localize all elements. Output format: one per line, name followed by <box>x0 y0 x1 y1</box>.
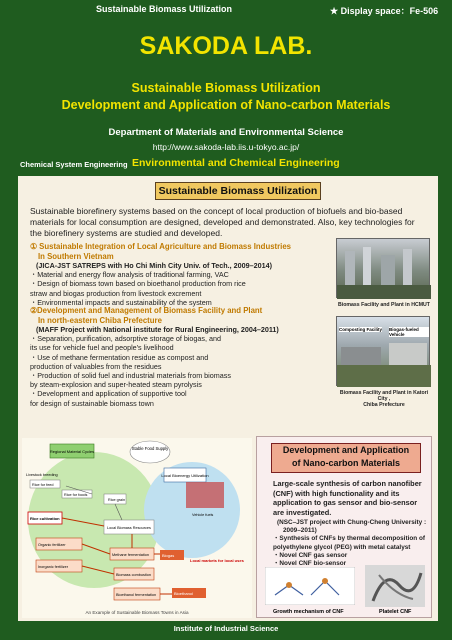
project-line: (NSC–JST project with Chung-Cheng University : <box>277 519 427 526</box>
heading-line: of Nano-carbon Materials <box>291 458 401 468</box>
photo-label: Composting Facility <box>339 327 383 332</box>
caption-line: Chiba Prefecture <box>363 402 405 408</box>
content-panel <box>18 176 438 621</box>
diagram-label: Local Biomass Resources <box>107 526 151 530</box>
nano-details <box>273 519 428 568</box>
caption-line: Biomass Facility and Plant in Katori City , <box>339 390 429 402</box>
nano-heading <box>271 443 421 473</box>
diagram-label: Regional Material Cycles <box>49 449 95 454</box>
diagram-label: Bioethanol fermentation <box>116 593 157 597</box>
section-vietnam <box>30 242 360 307</box>
platelet-caption: Platelet CNF <box>379 609 412 615</box>
diagram-label: Biogas <box>162 553 175 558</box>
subtitle <box>0 80 452 114</box>
list-item: for design of sustainable biomass town <box>30 398 154 408</box>
course-label: Chemical System Engineering <box>20 160 128 169</box>
diagram-label: Organic fertilizer <box>38 543 66 547</box>
diagram-label: Rice for foods <box>64 493 88 497</box>
diagram-label: Inorganic fertilizer <box>38 565 68 569</box>
list-item: ・Synthesis of CNFs by thermal decomposition of <box>273 535 425 543</box>
department: Department of Materials and Environmental Science <box>108 127 344 138</box>
project-line: (JICA-JST SATREPS with Ho Chi Minh City Univ. of Tech., 2009–2014) <box>36 261 273 270</box>
top-bar <box>0 0 452 20</box>
section-title: In north-eastern Chiba Prefecture <box>38 315 162 325</box>
diagram-label: Livestock breeding <box>26 473 58 477</box>
subtitle-line: Sustainable Biomass Utilization <box>131 81 321 95</box>
lab-title: SAKODA LAB. <box>139 32 313 60</box>
section-title: ① Sustainable Integration of Local Agriculture and Biomass Industries <box>30 242 292 251</box>
display-space: ★ Display space：Fe-506 <box>330 6 439 16</box>
header-topic: Sustainable Biomass Utilization <box>96 4 233 14</box>
biomass-heading: Sustainable Biomass Utilization <box>155 182 321 200</box>
photo-hcmut <box>336 238 430 298</box>
list-item: ・Use of methane fermentation residue as compost and <box>30 352 209 362</box>
diagram-label: Local markets for local uses <box>190 558 244 563</box>
photo-label: Biogas-fueled Vehicle <box>389 327 429 337</box>
food-supply-bubble <box>130 441 170 463</box>
list-item: ・Development and application of supportive tool <box>30 389 187 399</box>
list-item: ・Environmental impacts and sustainability of the system <box>30 297 212 307</box>
diagram-caption: An Example of Sustainable Biomass Towns in Asia <box>85 610 189 615</box>
footer-institute: Institute of Industrial Science <box>173 624 279 633</box>
diagram-label: Vehicle fuels <box>192 513 214 517</box>
section-title: ②Development and Management of Biomass Facility and Plant <box>30 306 263 315</box>
list-item: straw and biogas production from livestock excrement <box>30 288 202 298</box>
list-item: polyethylene glycol (PEG) with metal catalyst <box>273 543 411 551</box>
section-title: In Southern Vietnam <box>38 251 114 261</box>
heading-line: Development and Application <box>282 445 410 455</box>
section-chiba <box>30 306 360 408</box>
list-item: ・Material and energy flow analysis of traditional farming, VAC <box>30 270 229 280</box>
plant-photo-icon <box>337 239 431 299</box>
nano-text: Large-scale synthesis of carbon nanofiber (CNF) with high functionality and its application to gas sensor and bio-sensor are investigated. <box>273 479 422 517</box>
cnf-growth-figure <box>265 567 355 605</box>
diagram-label: Rice for feed <box>32 483 54 487</box>
list-item: ・Production of solid fuel and industrial materials from biomass <box>30 371 231 381</box>
subtitle-line: Development and Application of Nano-carbon Materials <box>61 98 391 112</box>
lab-url[interactable]: http://www.sakoda-lab.iis.u-tokyo.ac.jp/ <box>152 142 300 152</box>
diagram-label: Stable Food Supply <box>131 446 169 451</box>
list-item: by steam-explosion and super-heated steam pyrolysis <box>30 380 202 390</box>
list-item: ・Novel CNF gas sensor <box>273 551 348 559</box>
list-item: ・Separation, purification, adsorptive storage of biogas, and <box>30 334 221 344</box>
photo-katori-caption <box>336 390 432 408</box>
platelet-cnf-micrograph <box>365 565 425 607</box>
biomass-town-diagram <box>22 438 252 618</box>
photo-katori <box>336 316 430 386</box>
vehicle-icon <box>186 482 224 508</box>
diagram-label: Rice cultivation <box>30 516 60 521</box>
biomass-intro: Sustainable biorefinery systems based on the concept of local production of biofuels and bio-based materials for local consumption are designed, developed and demonstrated. Also, key technologies for the biorefinery systems are studied and developed. <box>30 206 415 238</box>
diagram-label: Rice grain <box>108 498 126 502</box>
list-item: production of valuables from the residues <box>30 361 162 371</box>
list-item: its use for vehicle fuel and people's livelihood <box>30 343 174 353</box>
env-label: Environmental and Chemical Engineering <box>132 157 340 169</box>
list-item: ・Novel CNF bio-sensor <box>273 560 347 568</box>
photo-hcmut-caption: Biomass Facility and Plant in HCMUT <box>338 302 430 308</box>
list-item: ・Design of biomass town based on bioethanol production from rice <box>30 279 246 289</box>
project-line: 2009–2011) <box>283 527 317 535</box>
diagram-label: Biomass combustion <box>116 573 152 577</box>
diagram-label: Local Bioenergy Utilization <box>161 473 209 478</box>
project-line: (MAFF Project with National institute for Rural Engineering, 2004–2011) <box>36 325 279 334</box>
diagram-label: Methane fermentation <box>112 553 149 557</box>
cnf-growth-caption: Growth mechanism of CNF <box>273 609 344 615</box>
diagram-label: Bioethanol <box>174 591 193 596</box>
nano-carbon-section <box>256 436 432 618</box>
